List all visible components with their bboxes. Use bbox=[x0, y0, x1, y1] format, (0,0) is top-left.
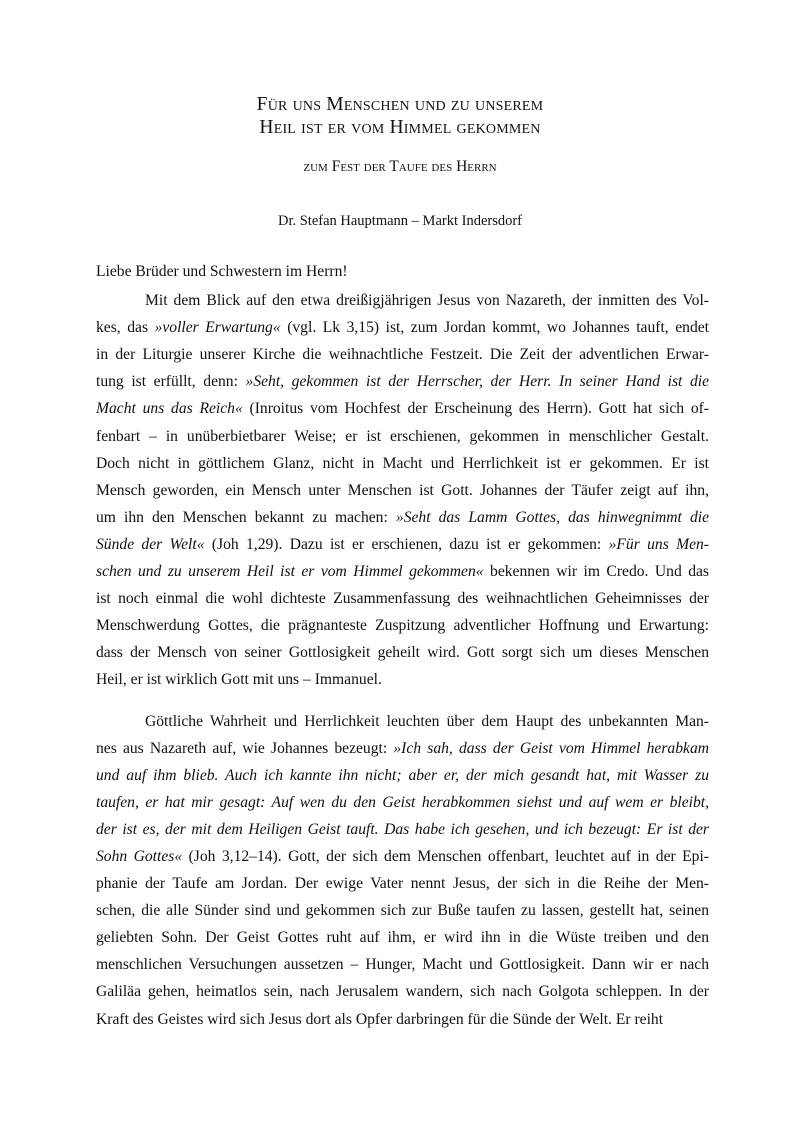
text-run: um ihn den Menschen bekannt zu machen: bbox=[96, 508, 396, 526]
text-run: in der Liturgie unserer Kirche die weihnachtliche Festzeit. Die Zeit der adventlichen Erwar- bbox=[96, 346, 709, 364]
paragraph-gap bbox=[96, 694, 709, 708]
text-line bbox=[96, 585, 709, 612]
text-line bbox=[96, 1006, 709, 1033]
quote-text: »Ich sah, dass der Geist vom Himmel herabkam bbox=[393, 739, 709, 757]
text-run: tung ist erfüllt, denn: bbox=[96, 373, 246, 391]
text-run: Kraft des Geistes wird sich Jesus dort als Opfer darbringen für die Sünde der Welt. Er reiht bbox=[96, 1010, 664, 1028]
text-line bbox=[96, 612, 709, 639]
text-line bbox=[96, 341, 709, 368]
text-run: (Joh 1,29). Dazu ist er erschienen, dazu ist er gekommen: bbox=[204, 535, 609, 553]
text-line bbox=[96, 708, 709, 735]
text-run: Menschwerdung Gottes, die prägnanteste Zuspitzung adventlicher Hoffnung und Erwartung: bbox=[96, 617, 709, 635]
text-line bbox=[96, 368, 709, 395]
text-line bbox=[96, 314, 709, 341]
text-run: nes aus Nazareth auf, wie Johannes bezeugt: bbox=[96, 739, 394, 757]
quote-text: und auf ihm blieb. Auch ich kannte ihn nicht; aber er, der mich gesandt hat, mit Wasser zu bbox=[96, 766, 709, 784]
quote-text: schen und zu unserem Heil ist er vom Himmel gekommen« bbox=[96, 563, 484, 581]
text-run: Mit dem Blick auf den etwa dreißigjährigen Jesus von Nazareth, der inmitten des Vol- bbox=[145, 292, 709, 310]
title-line-2: Heil ist er vom Himmel gekommen bbox=[259, 117, 541, 138]
paragraph-1 bbox=[96, 287, 709, 693]
text-line bbox=[96, 897, 709, 924]
text-line bbox=[96, 531, 709, 558]
text-run: Heil, er ist wirklich Gott mit uns – Immanuel. bbox=[96, 671, 382, 689]
document-subtitle: zum Fest der Taufe des Herrn bbox=[303, 158, 497, 175]
quote-text: »Seht das Lamm Gottes, das hinwegnimmt die bbox=[395, 508, 709, 526]
text-run: phanie der Taufe am Jordan. Der ewige Vater nennt Jesus, der sich in die Reihe der Men- bbox=[96, 875, 709, 893]
text-run: Göttliche Wahrheit und Herrlichkeit leuchten über dem Haupt des unbekannten Man- bbox=[145, 712, 709, 730]
text-run: schen, die alle Sünder sind und gekommen sich zur Buße taufen zu lassen, gestellt hat, seinen bbox=[96, 902, 709, 920]
text-line bbox=[96, 978, 709, 1005]
document-author: Dr. Stefan Hauptmann – Markt Indersdorf bbox=[277, 213, 523, 229]
text-line bbox=[96, 666, 709, 693]
text-line bbox=[96, 504, 709, 531]
document-title bbox=[0, 93, 800, 139]
text-run: dass der Mensch von seiner Gottlosigkeit geheilt wird. Gott sorgt sich um dieses Menschen bbox=[96, 644, 709, 662]
text-run: kes, das bbox=[96, 319, 155, 337]
text-line bbox=[96, 924, 709, 951]
quote-text: »Für uns Men- bbox=[608, 535, 709, 553]
text-line bbox=[96, 450, 709, 477]
text-line bbox=[96, 762, 709, 789]
text-run: Doch nicht in göttlichem Glanz, nicht in Macht und Herrlichkeit ist er gekommen. Er ist bbox=[96, 454, 709, 472]
quote-text: Sohn Gottes« bbox=[96, 847, 183, 865]
title-line-1: Für uns Menschen und zu unserem bbox=[256, 94, 544, 115]
text-line bbox=[96, 395, 709, 422]
text-run: ist noch einmal die wohl dichteste Zusammenfassung des weihnachtlichen Geheimnisses der bbox=[96, 590, 709, 608]
text-run: (Inroitus vom Hochfest der Erscheinung des Herrn). Gott hat sich of- bbox=[242, 400, 709, 418]
text-run: (vgl. Lk 3,15) ist, zum Jordan kommt, wo Johannes tauft, endet bbox=[280, 319, 709, 337]
paragraph-2 bbox=[96, 708, 709, 1033]
text-run: Galiläa gehen, heimatlos sein, nach Jerusalem wandern, sich nach Golgota schleppen. In der bbox=[96, 983, 709, 1001]
text-run: fenbart – in unüberbietbarer Weise; er ist erschienen, gekommen in menschlicher Gestalt. bbox=[96, 427, 709, 445]
text-line bbox=[96, 870, 709, 897]
text-line bbox=[96, 287, 709, 314]
text-line bbox=[96, 789, 709, 816]
text-line bbox=[96, 558, 709, 585]
greeting: Liebe Brüder und Schwestern im Herrn! bbox=[96, 263, 348, 280]
quote-text: Sünde der Welt« bbox=[96, 535, 205, 553]
document-body bbox=[96, 258, 709, 1033]
text-run: bekennen wir im Credo. Und das bbox=[483, 563, 709, 581]
text-line bbox=[96, 477, 709, 504]
text-line bbox=[96, 423, 709, 450]
text-run: (Joh 3,12–14). Gott, der sich dem Menschen offenbart, leuchtet auf in der Epi- bbox=[182, 847, 709, 865]
text-line bbox=[96, 843, 709, 870]
text-line bbox=[96, 951, 709, 978]
quote-text: Macht uns das Reich« bbox=[96, 400, 243, 418]
quote-text: der ist es, der mit dem Heiligen Geist tauft. Das habe ich gesehen, und ich bezeugt: Er ist der bbox=[96, 820, 709, 838]
quote-text: »voller Erwartung« bbox=[154, 319, 281, 337]
text-run: menschlichen Versuchungen aussetzen – Hunger, Macht und Gottlosigkeit. Dann wir er nach bbox=[96, 956, 709, 974]
text-run: Mensch geworden, ein Mensch unter Menschen ist Gott. Johannes der Täufer zeigt auf ihn, bbox=[96, 481, 709, 499]
text-line bbox=[96, 816, 709, 843]
quote-text: »Seht, gekommen ist der Herrscher, der Herr. In seiner Hand ist die bbox=[245, 373, 709, 391]
text-run: geliebten Sohn. Der Geist Gottes ruht auf ihm, er wird ihn in die Wüste treiben und den bbox=[96, 929, 709, 947]
quote-text: taufen, er hat mir gesagt: Auf wen du den Geist herabkommen siehst und auf wem er bleibt, bbox=[96, 793, 709, 811]
text-line bbox=[96, 735, 709, 762]
text-line bbox=[96, 639, 709, 666]
